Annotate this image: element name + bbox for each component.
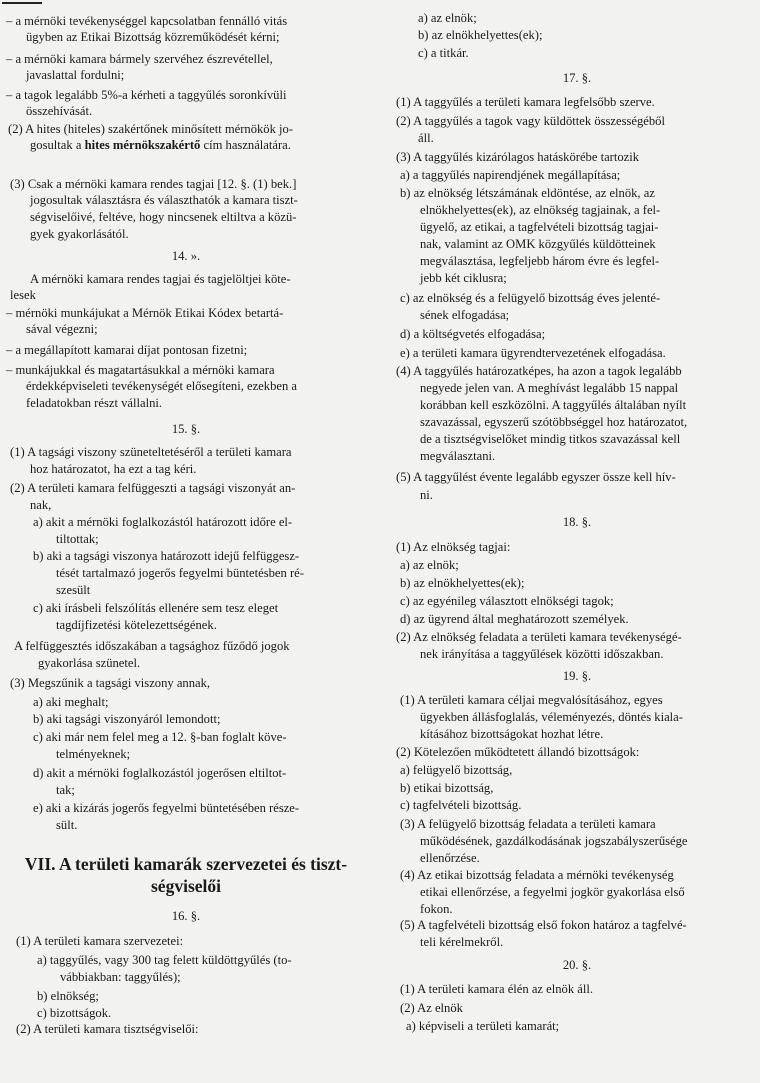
text-line: (2) A hites (hiteles) szakértőnek minősített mérnökök jo- xyxy=(8,122,294,136)
text-line: a) az elnök; xyxy=(418,11,477,25)
text-line: megválasztani. xyxy=(420,449,496,463)
text-line: megválasztása, legfeljebb három évre és legfel- xyxy=(420,254,660,268)
text-line: (3) Csak a mérnöki kamara rendes tagjai [12. §. (1) bek.] xyxy=(10,177,297,191)
text-line: – a tagok legalább 5%-a kérheti a taggyűlés soronkívüli xyxy=(6,88,287,102)
text-line: (2) A területi kamara felfüggeszti a tagsági viszonyát an- xyxy=(10,481,296,495)
top-rule xyxy=(2,2,42,4)
text-line: (2) A taggyűlés a tagok vagy küldöttek összességéből xyxy=(396,114,665,128)
text-line: nak, xyxy=(30,498,52,512)
text-line: (3) A felügyelő bizottság feladata a területi kamara xyxy=(400,817,656,831)
text-line: (1) A taggyűlés a területi kamara legfelsőbb szerve. xyxy=(396,95,655,109)
text-line: (3) A taggyűlés kizárólagos hatáskörébe tartozik xyxy=(396,150,640,164)
text-line: b) az elnökhelyettes(ek); xyxy=(418,28,543,42)
text-line: összehívását. xyxy=(26,104,93,118)
text-line: nak, valamint az OMK közgyűlés küldötteinek xyxy=(420,237,656,251)
text-line: a) képviseli a területi kamarát; xyxy=(406,1019,560,1033)
text-line: – a megállapított kamarai díjat pontosan fizetni; xyxy=(6,343,248,357)
text-line: hoz határozatot, ha ezt a tag kéri. xyxy=(30,462,197,476)
text-line: nek irányítása a taggyűlések közötti időszakban. xyxy=(420,647,664,661)
text-line: tak; xyxy=(56,783,75,797)
text-line: a) az elnök; xyxy=(400,558,459,572)
text-line: (1) Az elnökség tagjai: xyxy=(396,540,511,554)
text-line: a) a taggyűlés napirendjének megállapítása; xyxy=(400,168,621,182)
text-line: jebb két ciklusra; xyxy=(420,271,507,285)
emphasis: hites mérnökszakértő xyxy=(84,138,201,152)
text-line: tését tartalmazó jogerős fegyelmi büntetésben ré- xyxy=(56,566,304,580)
section-number: 17. §. xyxy=(562,71,592,85)
text-line: korábban kell eszközölni. A taggyűlés általában nyílt xyxy=(420,398,687,412)
text-line: áll. xyxy=(418,131,434,145)
text-line: A mérnöki kamara rendes tagjai és tagjelöltjei köte- xyxy=(30,272,291,286)
text-line: e) a területi kamara ügyrendtervezetének elfogadása. xyxy=(400,346,666,360)
text-line: – mérnöki munkájukat a Mérnök Etikai Kódex betartá- xyxy=(6,306,284,320)
text-line: (2) Az elnök xyxy=(400,1001,463,1015)
text-line: (1) A területi kamara céljai megvalósításához, egyes xyxy=(400,693,663,707)
text-line: – a mérnöki kamara bármely szervéhez észrevétellel, xyxy=(6,52,273,66)
text-line: szesült xyxy=(56,583,91,597)
text-line: ségviselőivé, feltéve, hogy nincsenek eltiltva a közü- xyxy=(30,210,297,224)
text-line: a) aki meghalt; xyxy=(33,695,109,709)
text-line: (1) A területi kamara szervezetei: xyxy=(16,934,184,948)
text-line: A felfüggesztés időszakában a tagsághoz fűződő jogok xyxy=(14,639,290,653)
text-line: (4) A taggyűlés határozatképes, ha azon a tagok legalább xyxy=(396,364,682,378)
text-line: c) a titkár. xyxy=(418,46,469,60)
text-line: b) az elnökség létszámának eldöntése, az elnök, az xyxy=(400,186,655,200)
text-line: b) aki tagsági viszonyáról lemondott; xyxy=(33,712,221,726)
text-line: teli kérelmekről. xyxy=(420,935,504,949)
text-line: (1) A tagsági viszony szüneteltetéséről a területi kamara xyxy=(10,445,292,459)
section-number: 19. §. xyxy=(562,669,592,683)
text-line: telményeknek; xyxy=(56,747,131,761)
text-line: jogosultak választásra és választhatók a kamara tiszt- xyxy=(30,193,298,207)
text-line: sének elfogadása; xyxy=(420,308,510,322)
text-line: c) az egyénileg választott elnökségi tagok; xyxy=(400,594,614,608)
text-line: érdekképviseleti tevékenységét elősegíteni, ezekben a xyxy=(26,379,297,393)
chapter-heading: ségviselői xyxy=(151,876,221,896)
text-line: c) bizottságok. xyxy=(37,1006,112,1020)
text-line: (1) A területi kamara élén az elnök áll. xyxy=(400,982,594,996)
text-line: – a mérnöki tevékenységgel kapcsolatban fennálló vitás xyxy=(6,14,288,28)
text-line: ügyelő, az etikai, a tagfelvételi bizottság tagjai- xyxy=(420,220,659,234)
text-line: e) aki a kizárás jogerős fegyelmi büntetésében része- xyxy=(33,801,300,815)
text-line: lesek xyxy=(10,288,36,302)
text-line: szavazással, egyszerű szótöbbséggel hoz határozatot, xyxy=(420,415,688,429)
text-line: (2) Kötelezően működtetett állandó bizottságok: xyxy=(396,745,640,759)
chapter-heading: VII. A területi kamarák szervezetei és tiszt- xyxy=(24,854,348,874)
text-line: b) elnökség; xyxy=(37,989,99,1003)
text-line: működésének, gazdálkodásának jogszabályszerűsége xyxy=(420,834,688,848)
text-line: d) akit a mérnöki foglalkozástól jogerősen eltiltot- xyxy=(33,766,287,780)
text-line: de a tisztségviselőket mindig titkos szavazással kell xyxy=(420,432,681,446)
text-line: gyek gyakorlásától. xyxy=(30,227,129,241)
text-line: tiltottak; xyxy=(56,532,99,546)
text-line: ni. xyxy=(420,488,433,502)
text-line: c) tagfelvételi bizottság. xyxy=(400,798,522,812)
text-line: sával végezni; xyxy=(26,322,98,336)
text-line: fokon. xyxy=(420,902,453,916)
text-line: (5) A tagfelvételi bizottság első fokon határoz a tagfelvé- xyxy=(400,918,687,932)
text-line: vábbiakban: taggyűlés); xyxy=(60,970,181,984)
text-line: a) akit a mérnöki foglalkozástól határozott időre el- xyxy=(33,515,293,529)
text-line: (5) A taggyűlést évente legalább egyszer össze kell hív- xyxy=(396,470,676,484)
text-line: c) aki írásbeli felszólítás ellenére sem tesz eleget xyxy=(33,601,279,615)
text-line: a) felügyelő bizottság, xyxy=(400,763,513,777)
text-line: (4) Az etikai bizottság feladata a mérnöki tevékenység xyxy=(400,868,674,882)
text-line: d) a költségvetés elfogadása; xyxy=(400,327,546,341)
text-line: b) aki a tagsági viszonya határozott idejű felfüggesz- xyxy=(33,549,300,563)
text-line: ellenőrzése. xyxy=(420,851,480,865)
text-line: (2) A területi kamara tisztségviselői: xyxy=(16,1022,199,1036)
section-number: 14. ». xyxy=(171,249,201,263)
text-line: (2) Az elnökség feladata a területi kamara tevékenységé- xyxy=(396,630,682,644)
section-number: 20. §. xyxy=(562,958,592,972)
text-line: – munkájukkal és magatartásukkal a mérnöki kamara xyxy=(6,363,275,377)
text-line: tagdíjfizetési kötelezettségének. xyxy=(56,618,217,632)
text-line: b) az elnökhelyettes(ek); xyxy=(400,576,525,590)
text-line: kításához bizottságokat hozhat létre. xyxy=(420,727,604,741)
text-line: c) aki már nem felel meg a 12. §-ban foglalt köve- xyxy=(33,730,287,744)
text-line: gyakorlása szünetel. xyxy=(38,656,141,670)
text-line: gosultak a hites mérnökszakértő cím használatára. xyxy=(30,138,291,152)
text-line: ügyben az Etikai Bizottság közreműködését kérni; xyxy=(26,30,280,44)
text-line: d) az ügyrend által meghatározott személyek. xyxy=(400,612,629,626)
text-line: elnökhelyettes(ek), az elnökség tagjainak, a fel- xyxy=(420,203,661,217)
text-line: c) az elnökség és a felügyelő bizottság éves jelenté- xyxy=(400,291,661,305)
section-number: 16. §. xyxy=(171,909,201,923)
text-line: b) etikai bizottság, xyxy=(400,781,494,795)
text-line: ügyekben állásfoglalás, véleményezés, döntés kiala- xyxy=(420,710,683,724)
text-line: (3) Megszűnik a tagsági viszony annak, xyxy=(10,676,211,690)
text-line: javaslattal fordulni; xyxy=(26,68,125,82)
text-line: feladatokban részt vállalni. xyxy=(26,396,163,410)
text-line: sült. xyxy=(56,818,78,832)
section-number: 15. §. xyxy=(171,422,201,436)
section-number: 18. §. xyxy=(562,515,592,529)
text-line: etikai ellenőrzése, a fegyelmi jogkör gyakorlása első xyxy=(420,885,685,899)
text-line: negyede jelen van. A meghívást legalább 15 nappal xyxy=(420,381,679,395)
text-line: a) taggyűlés, vagy 300 tag felett küldöttgyűlés (to- xyxy=(37,953,292,967)
